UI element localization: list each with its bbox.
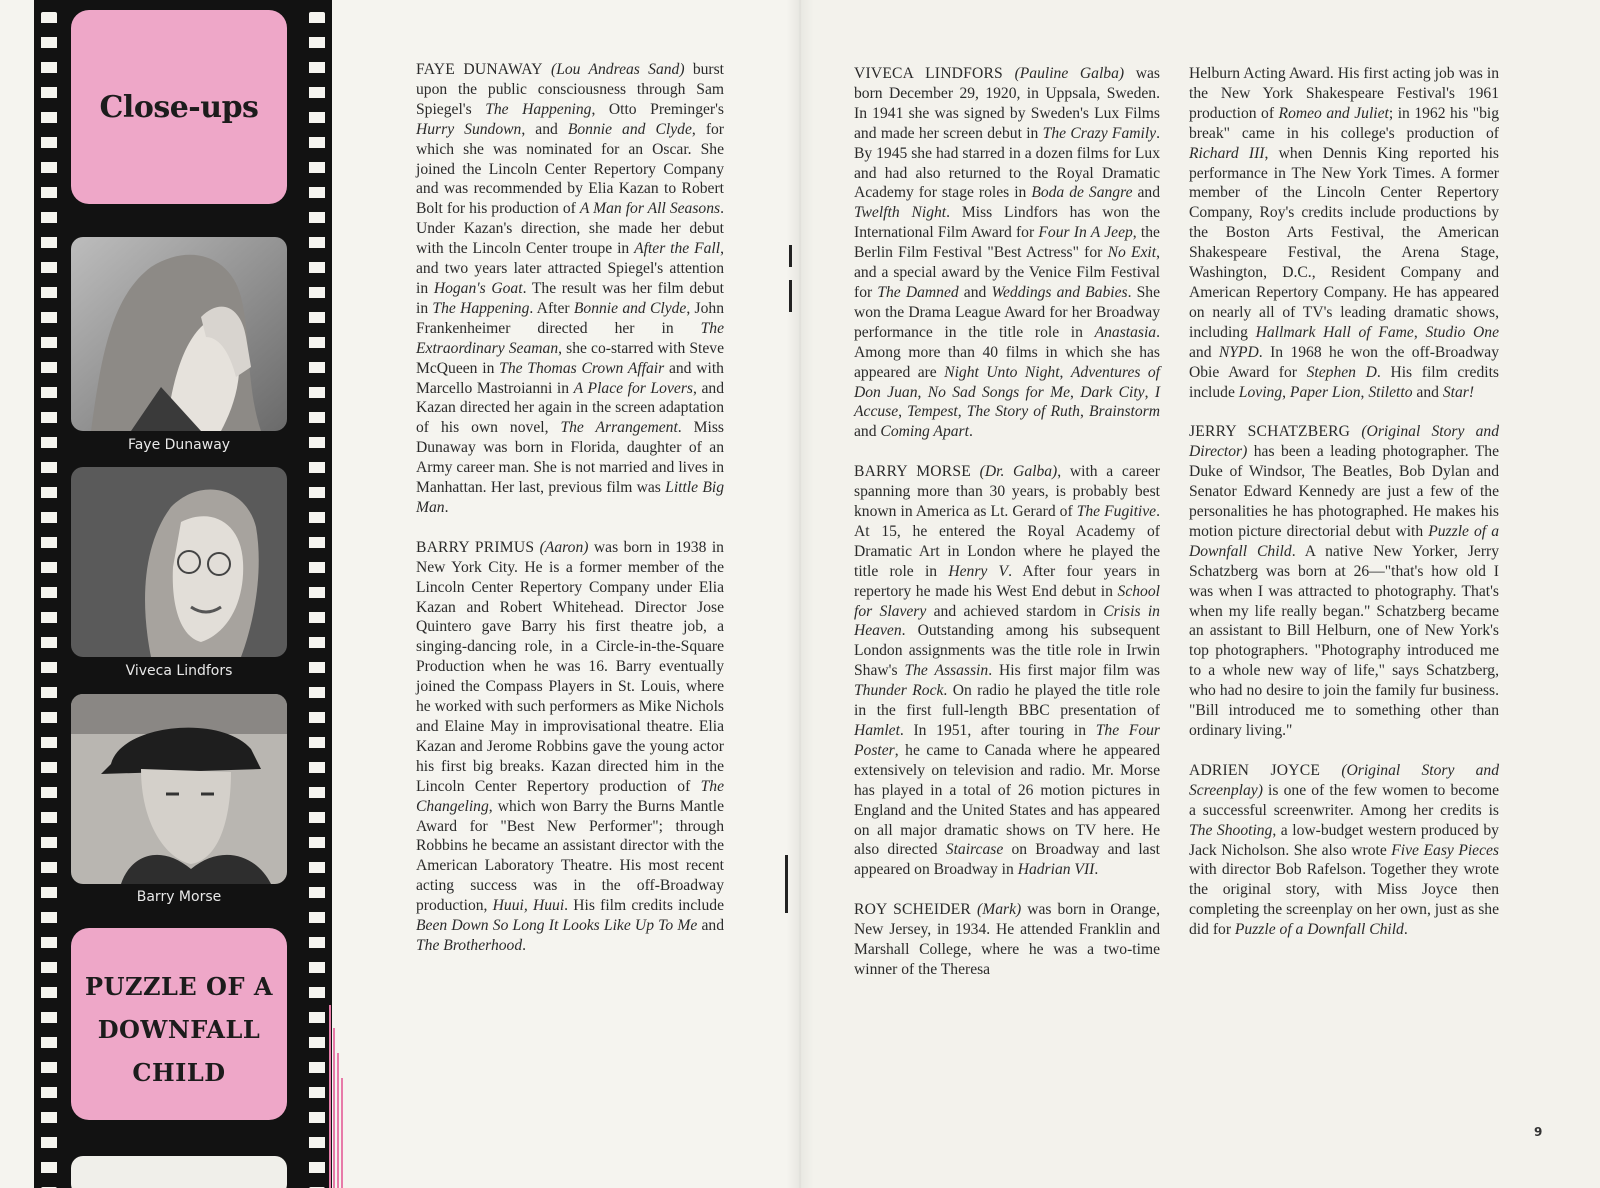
italic-text: Tempest bbox=[907, 403, 958, 421]
text-run: . After four years in repertory he made his West End debut in bbox=[854, 562, 1160, 600]
text-run: ; in 1962 his "big break" came in his college's production of bbox=[1189, 104, 1499, 142]
italic-text: Adventures of Don Juan bbox=[854, 363, 1161, 401]
text-run: and bbox=[1412, 383, 1443, 401]
italic-text: The Arrangement bbox=[560, 419, 678, 437]
italic-text: Romeo and Juliet bbox=[1278, 104, 1389, 122]
italic-text: (Pauline Galba) bbox=[1014, 65, 1125, 82]
italic-text: Studio One bbox=[1425, 323, 1500, 341]
close-ups-title: Close-ups bbox=[99, 89, 259, 125]
text-run: and bbox=[1189, 343, 1219, 361]
italic-text: The Fugitive bbox=[1076, 503, 1157, 521]
bio-faye-dunaway bbox=[416, 60, 724, 518]
text-run: and bbox=[697, 917, 724, 935]
photo-faye-dunaway bbox=[71, 237, 287, 431]
text-run: , with a career spanning more than 30 years, is probably best known in America as Lt. Gerard of bbox=[854, 463, 1160, 521]
italic-text: Henry V bbox=[948, 562, 1009, 580]
column-1 bbox=[416, 60, 724, 976]
italic-text: A Man for All Seasons bbox=[579, 200, 721, 218]
italic-text: Crisis in Heaven bbox=[854, 602, 1160, 640]
bio-roy-scheider-continued bbox=[1189, 64, 1499, 402]
italic-text: The Four Poster bbox=[854, 722, 1160, 759]
text-run: , a low-budget western produced by Jack Nicholson. She also wrote bbox=[1189, 821, 1499, 859]
italic-text: Hallmark Hall of Fame bbox=[1255, 323, 1414, 341]
text-run: Helburn Acting Award. His first acting job was in the New York Shakespeare Festival's 1961 production of bbox=[1189, 65, 1499, 122]
italic-text: Anastasia bbox=[1094, 323, 1157, 341]
text-run: . By 1945 she had starred in a dozen films for Lux and had also returned to the Royal Dramatic Academy for stage roles in bbox=[854, 124, 1160, 202]
italic-text: The Damned bbox=[877, 283, 959, 301]
text-run: , and Kazan directed her again in the screen adaptation of his own novel, bbox=[416, 379, 724, 437]
text-run: . Miss Dunaway was born in Florida, daughter of an Army career man. She is not married and lives in Manhattan. Her last, previous film was bbox=[416, 419, 724, 497]
text-run: , bbox=[1070, 383, 1081, 401]
close-ups-title-box bbox=[71, 10, 287, 204]
italic-text: Stephen D bbox=[1306, 363, 1377, 381]
italic-text: A Place for Lovers bbox=[573, 379, 693, 397]
film-title-line: PUZZLE OF A bbox=[85, 971, 273, 1001]
italic-text: The Extraordinary Seaman bbox=[416, 319, 724, 357]
italic-text: Hadrian VII bbox=[1017, 861, 1095, 879]
film-title-line: CHILD bbox=[132, 1057, 226, 1087]
italic-text: Dark City bbox=[1080, 383, 1145, 401]
italic-text: Hogan's Goat bbox=[433, 279, 523, 297]
italic-text: The Story of Ruth bbox=[966, 403, 1080, 421]
italic-text: Twelfth Night bbox=[854, 204, 947, 222]
bio-viveca-lindfors bbox=[854, 64, 1160, 442]
italic-text: Thunder Rock bbox=[854, 682, 944, 700]
text-run: ADRIEN JOYCE bbox=[1189, 761, 1321, 779]
italic-text: Weddings and Babies bbox=[991, 283, 1128, 301]
text-run: , bbox=[957, 403, 967, 421]
page-number: 9 bbox=[1534, 1125, 1543, 1139]
italic-text: Stiletto bbox=[1368, 383, 1413, 401]
text-run: and bbox=[854, 423, 881, 441]
text-run: is one of the few women to become a successful screenwriter. Among her credits is bbox=[1189, 781, 1499, 819]
binding-mark bbox=[785, 855, 788, 913]
text-run: , bbox=[1413, 323, 1426, 341]
text-run: burst upon the public consciousness through Sam Spiegel's bbox=[416, 61, 725, 118]
binding-mark bbox=[789, 280, 792, 312]
column-3 bbox=[1189, 64, 1499, 960]
binding-mark bbox=[789, 245, 792, 267]
italic-text: Night Unto Night bbox=[944, 363, 1060, 381]
italic-text: After the Fall bbox=[634, 240, 721, 258]
italic-text: (Aaron) bbox=[539, 538, 589, 556]
text-run: , and two years later attracted Spiegel's attention in bbox=[416, 240, 724, 297]
text-run: . bbox=[522, 936, 527, 954]
bio-roy-scheider-start bbox=[854, 900, 1160, 980]
text-run: , bbox=[1059, 363, 1071, 381]
italic-text: Star! bbox=[1442, 383, 1475, 401]
text-run: BARRY PRIMUS bbox=[416, 538, 535, 556]
italic-text: Bonnie and Clyde bbox=[567, 120, 692, 138]
italic-text: Five Easy Pieces bbox=[1391, 841, 1500, 859]
film-strip bbox=[34, 0, 332, 1188]
text-run: , and bbox=[521, 120, 568, 138]
text-run: and with Marcello Mastroianni in bbox=[416, 359, 724, 397]
text-run: on Broadway and last appeared on Broadway in bbox=[854, 841, 1160, 879]
text-run: , and a special award by the Venice Film Festival for bbox=[854, 244, 1160, 301]
text-run: , bbox=[1144, 383, 1155, 401]
text-run: , John Frankenheimer directed her in bbox=[416, 299, 724, 337]
italic-text: Four In A Jeep bbox=[1038, 224, 1133, 242]
italic-text: The Happening bbox=[485, 100, 592, 118]
text-run: , Otto Preminger's bbox=[591, 100, 724, 118]
film-title-line: DOWNFALL bbox=[97, 1014, 261, 1044]
text-run: , bbox=[917, 383, 928, 401]
italic-text: Brainstorm bbox=[1088, 403, 1161, 421]
italic-text: The Thomas Crown Affair bbox=[499, 359, 665, 377]
text-run: , she co-starred with Steve McQueen in bbox=[416, 339, 724, 377]
text-run: . A native New Yorker, Jerry Schatzberg was born at 26—"that's how old I was when I was attracted to photography. That's when my life really began." Schatzberg became an assistant to Bill Helburn, one of New York's top photographers. "Photography introduced me to a whole new way of life," says Schatzberg, who had no desire to join the family fur business. "Bill introduced me to something other than ordinary living." bbox=[1189, 542, 1499, 739]
italic-text: NYPD bbox=[1218, 343, 1259, 361]
text-run: was born in Orange, New Jersey, in 1934. He attended Franklin and Marshall College, where he was a two-time winner of the Theresa bbox=[854, 901, 1160, 978]
text-run: , bbox=[898, 403, 908, 421]
page-gutter bbox=[786, 0, 814, 1188]
text-run: . The result was her film debut in bbox=[416, 279, 724, 317]
italic-text: The Brotherhood bbox=[416, 936, 523, 954]
text-run: . His film credits include bbox=[1189, 363, 1499, 401]
italic-text: I Accuse bbox=[854, 383, 1161, 421]
italic-text: The Changeling bbox=[416, 777, 724, 815]
italic-text: Boda de Sangre bbox=[1031, 184, 1133, 202]
text-run: BARRY MORSE bbox=[854, 463, 971, 481]
italic-text: Puzzle of a Downfall Child bbox=[1234, 921, 1404, 939]
italic-text: Loving bbox=[1238, 383, 1283, 401]
bio-barry-primus bbox=[416, 538, 724, 956]
text-run: . Miss Lindfors has won the International Film Award for bbox=[854, 204, 1160, 242]
caption-viveca-lindfors: Viveca Lindfors bbox=[125, 663, 233, 679]
bio-jerry-schatzberg bbox=[1189, 422, 1499, 741]
text-run: and bbox=[1132, 184, 1161, 202]
text-run: was born in 1938 in New York City. He is a former member of the Lincoln Center Repertory Company under Elia Kazan and Robert Whitehead. Director Jose Quintero gave Barry his first theatre job, a singing-dancing role, in a Circle-in-the-Square Production when he was 16. Barry eventually joined the Compass Players in St. Louis, where he worked with such performers as Mike Nichols and Elaine May in improvisational theatre. Elia Kazan and Jerome Robbins gave the young actor his first big breaks. Kazan directed him in the Lincoln Center Repertory production of bbox=[416, 538, 724, 795]
italic-text: Richard III bbox=[1189, 144, 1265, 162]
italic-text: The Assassin bbox=[904, 662, 989, 680]
italic-text: The Happening bbox=[432, 299, 530, 317]
text-run: . His first major film was bbox=[988, 662, 1160, 680]
column-2 bbox=[854, 64, 1160, 1000]
text-run: . She won the Drama League Award for her Broadway performance in the title role in bbox=[854, 283, 1161, 341]
text-run: , which won Barry the Burns Mantle Award for "Best New Performer"; through Robbins he became an assistant director with the American Laboratory Theatre. His most recent acting success was in the off-Broadway production, bbox=[416, 797, 724, 915]
text-run: with director Bob Rafelson. Together they wrote the original story, with Miss Joyce then completing the screenplay on her own, just as she did for bbox=[1189, 861, 1499, 939]
text-run: . On radio he played the title role in the first full-length BBC presentation of bbox=[854, 682, 1160, 720]
italic-text: (Lou Andreas Sand) bbox=[551, 61, 685, 78]
text-run: . In 1968 he won the off-Broadway Obie Award for bbox=[1189, 343, 1499, 381]
photo-viveca-lindfors bbox=[71, 467, 287, 657]
sprocket-holes-right bbox=[309, 12, 325, 1188]
text-run: FAYE DUNAWAY bbox=[416, 61, 543, 78]
italic-text: No Exit bbox=[1107, 244, 1157, 262]
text-run: . bbox=[968, 423, 973, 441]
text-run: , for which she was nominated for an Oscar. She joined the Lincoln Center Repertory Company and was recommended by Elia Kazan to Robert Bolt for his production of bbox=[416, 120, 724, 218]
italic-text: Little Big Man bbox=[416, 479, 724, 516]
text-run: . bbox=[444, 498, 449, 516]
text-run: . His film credits include bbox=[564, 897, 725, 915]
film-title bbox=[85, 955, 273, 1094]
text-run: . At 15, he entered the Royal Academy of Dramatic Art in London where he played the title role in bbox=[854, 503, 1160, 580]
italic-text: No Sad Songs for Me bbox=[927, 383, 1070, 401]
italic-text: Bonnie and Clyde bbox=[573, 299, 687, 317]
text-run: ROY SCHEIDER bbox=[854, 901, 971, 919]
italic-text: Paper Lion bbox=[1289, 383, 1361, 401]
italic-text: (Original Story and Director) bbox=[1189, 423, 1499, 461]
italic-text: Puzzle of a Downfall Child bbox=[1189, 522, 1499, 560]
text-run: . bbox=[1094, 861, 1099, 879]
text-run: . Outstanding among his subsequent London assignments was the title role in Irwin Shaw's bbox=[854, 622, 1160, 680]
text-run: and bbox=[958, 283, 992, 301]
next-film-frame bbox=[71, 1156, 287, 1188]
text-run: VIVECA LINDFORS bbox=[854, 65, 1003, 82]
text-run: , bbox=[1360, 383, 1369, 401]
text-run: . Among more than 40 films in which she has appeared are bbox=[854, 323, 1160, 381]
text-run: , bbox=[1282, 383, 1290, 401]
italic-text: The Shooting bbox=[1189, 821, 1273, 839]
text-run: JERRY SCHATZBERG bbox=[1189, 423, 1351, 441]
italic-text: Hurry Sundown bbox=[416, 120, 522, 138]
italic-text: Been Down So Long It Looks Like Up To Me bbox=[416, 917, 698, 935]
text-run: and achieved stardom in bbox=[926, 602, 1104, 620]
text-run: . After bbox=[529, 299, 574, 317]
italic-text: Staircase bbox=[945, 841, 1004, 859]
text-run: , bbox=[1079, 403, 1089, 421]
sprocket-holes-left bbox=[41, 12, 57, 1188]
italic-text: Huui, Huui bbox=[492, 897, 565, 915]
italic-text: (Mark) bbox=[977, 901, 1022, 919]
text-run: . Under Kazan's direction, she made her debut with the Lincoln Center troupe in bbox=[416, 200, 724, 258]
bio-adrien-joyce bbox=[1189, 761, 1499, 940]
text-run: . bbox=[1403, 921, 1408, 939]
pink-decorative-bars bbox=[328, 1005, 344, 1188]
italic-text: Coming Apart bbox=[880, 423, 969, 441]
text-run: was born December 29, 1920, in Uppsala, Sweden. In 1941 she was signed by Sweden's Lux Films and made her screen debut in bbox=[854, 65, 1160, 142]
text-run: , when Dennis King reported his performance in The New York Times. A former member of the Lincoln Center Repertory Company, Roy's credits include productions by the Boston Arts Festival, the American Shakespeare Festival, the Arena Stage, Washington, D.C., Resident Company and American Repertory Company. He has appeared on nearly all of TV's leading dramatic shows, including bbox=[1189, 144, 1499, 341]
caption-barry-morse: Barry Morse bbox=[136, 889, 222, 905]
photo-barry-morse bbox=[71, 694, 287, 884]
italic-text: The Crazy Family bbox=[1042, 124, 1157, 142]
text-run: . In 1951, after touring in bbox=[899, 722, 1096, 739]
text-run: , the Berlin Film Festival "Best Actress" for bbox=[854, 224, 1160, 262]
bio-barry-morse bbox=[854, 462, 1160, 880]
caption-faye-dunaway: Faye Dunaway bbox=[127, 437, 231, 453]
italic-text: (Original Story and Screenplay) bbox=[1189, 761, 1500, 799]
italic-text: (Dr. Galba) bbox=[979, 463, 1058, 481]
text-run: has been a leading photographer. The Duke of Windsor, The Beatles, Bob Dylan and Senator Edward Kennedy are just a few of the personalities he has photographed. He makes his motion picture directorial debut with bbox=[1189, 443, 1499, 540]
italic-text: Hamlet bbox=[854, 722, 900, 739]
film-title-box bbox=[71, 928, 287, 1120]
italic-text: School for Slavery bbox=[854, 582, 1160, 620]
text-run: , he came to Canada where he appeared extensively on television and radio. Mr. Morse has played in a total of 26 motion pictures in England and the United States and has appeared on all major dramatic shows on TV here. He also directed bbox=[854, 741, 1160, 859]
